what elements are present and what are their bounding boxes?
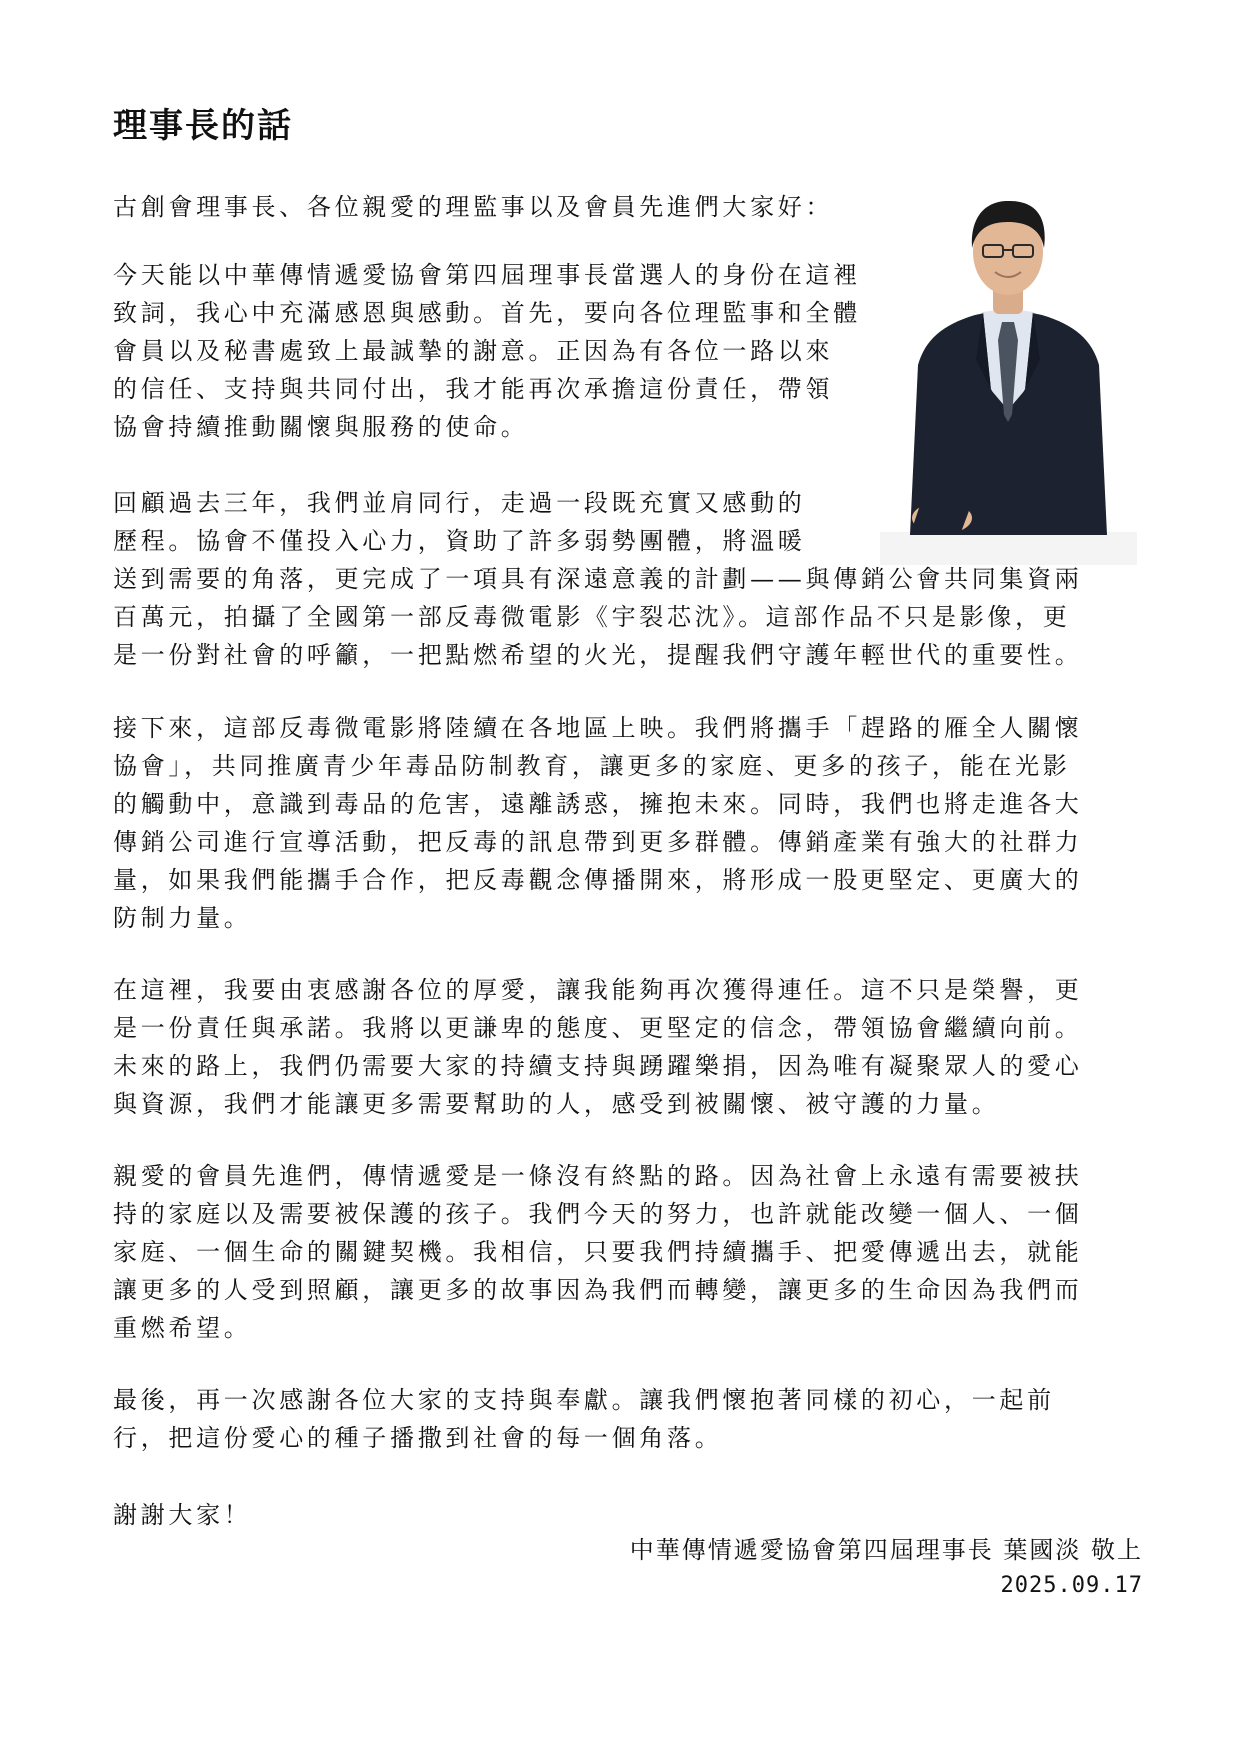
paragraph-line: 是一份責任與承諾。我將以更謙卑的態度、更堅定的信念，帶領協會繼續向前。 [113,1014,1083,1042]
paragraph-line: 持的家庭以及需要被保護的孩子。我們今天的努力，也許就能改變一個人、一個 [113,1200,1083,1228]
paragraph-thanks [113,971,1083,1123]
paragraph-line: 回顧過去三年，我們並肩同行，走過一段既充實又感動的 [113,489,806,517]
paragraph-line: 協會持續推動關懷與服務的使命。 [113,413,529,441]
paragraph-line: 致詞，我心中充滿感恩與感動。首先，要向各位理監事和全體 [113,299,861,327]
portrait-desk [880,532,1137,565]
paragraph-line: 今天能以中華傳情遞愛協會第四屆理事長當選人的身份在這裡 [113,261,861,289]
page-title: 理事長的話 [113,106,293,146]
signature-date: 2025.09.17 [1000,1573,1143,1598]
paragraph-line: 最後，再一次感謝各位大家的支持與奉獻。讓我們懷抱著同樣的初心，一起前 [113,1386,1055,1414]
paragraph-line: 送到需要的角落，更完成了一項具有深遠意義的計劃——與傳銷公會共同集資兩 [113,565,1083,593]
paragraph-line: 傳銷公司進行宣導活動，把反毒的訊息帶到更多群體。傳銷產業有強大的社群力 [113,828,1083,856]
closing-line: 謝謝大家！ [113,1501,252,1529]
paragraph-line: 歷程。協會不僅投入心力，資助了許多弱勢團體，將溫暖 [113,527,806,555]
paragraph-line: 的觸動中，意識到毒品的危害，遠離誘惑，擁抱未來。同時，我們也將走進各大 [113,790,1083,818]
paragraph-line: 在這裡，我要由衷感謝各位的厚愛，讓我能夠再次獲得連任。這不只是榮譽，更 [113,976,1083,1004]
paragraph-line: 量，如果我們能攜手合作，把反毒觀念傳播開來，將形成一股更堅定、更廣大的 [113,866,1083,894]
paragraph-plans [113,709,1083,937]
paragraph-line: 百萬元，拍攝了全國第一部反毒微電影《宇裂芯沈》。這部作品不只是影像，更 [113,603,1071,631]
paragraph-line: 讓更多的人受到照顧，讓更多的故事因為我們而轉變，讓更多的生命因為我們而 [113,1276,1083,1304]
paragraph-line: 會員以及秘書處致上最誠摯的謝意。正因為有各位一路以來 [113,337,834,365]
greeting-line: 古創會理事長、各位親愛的理監事以及會員先進們大家好： [113,193,834,221]
chairman-portrait [880,190,1137,565]
paragraph-members [113,1157,1083,1347]
closing-thanks [113,1496,252,1534]
paragraph-line: 行，把這份愛心的種子播撒到社會的每一個角落。 [113,1424,723,1452]
paragraph-line: 親愛的會員先進們，傳情遞愛是一條沒有終點的路。因為社會上永遠有需要被扶 [113,1162,1083,1190]
paragraph-line: 協會」，共同推廣青少年毒品防制教育，讓更多的家庭、更多的孩子，能在光影 [113,752,1071,780]
signature-line: 中華傳情遞愛協會第四屆理事長 葉國淡 敬上 [629,1536,1143,1564]
paragraph-line: 與資源，我們才能讓更多需要幫助的人，感受到被關懷、被守護的力量。 [113,1090,1000,1118]
paragraph-intro [113,256,861,446]
paragraph-line: 接下來，這部反毒微電影將陸續在各地區上映。我們將攜手「趕路的雁全人關懷 [113,714,1083,742]
paragraph-line: 家庭、一個生命的關鍵契機。我相信，只要我們持續攜手、把愛傳遞出去，就能 [113,1238,1083,1266]
greeting-paragraph [113,188,833,226]
paragraph-closing [113,1381,1055,1457]
paragraph-line: 未來的路上，我們仍需要大家的持續支持與踴躍樂捐，因為唯有凝聚眾人的愛心 [113,1052,1083,1080]
paragraph-line: 重燃希望。 [113,1314,252,1342]
paragraph-line: 的信任、支持與共同付出，我才能再次承擔這份責任，帶領 [113,375,834,403]
paragraph-line: 是一份對社會的呼籲，一把點燃希望的火光，提醒我們守護年輕世代的重要性。 [113,641,1083,669]
paragraph-line: 防制力量。 [113,904,252,932]
